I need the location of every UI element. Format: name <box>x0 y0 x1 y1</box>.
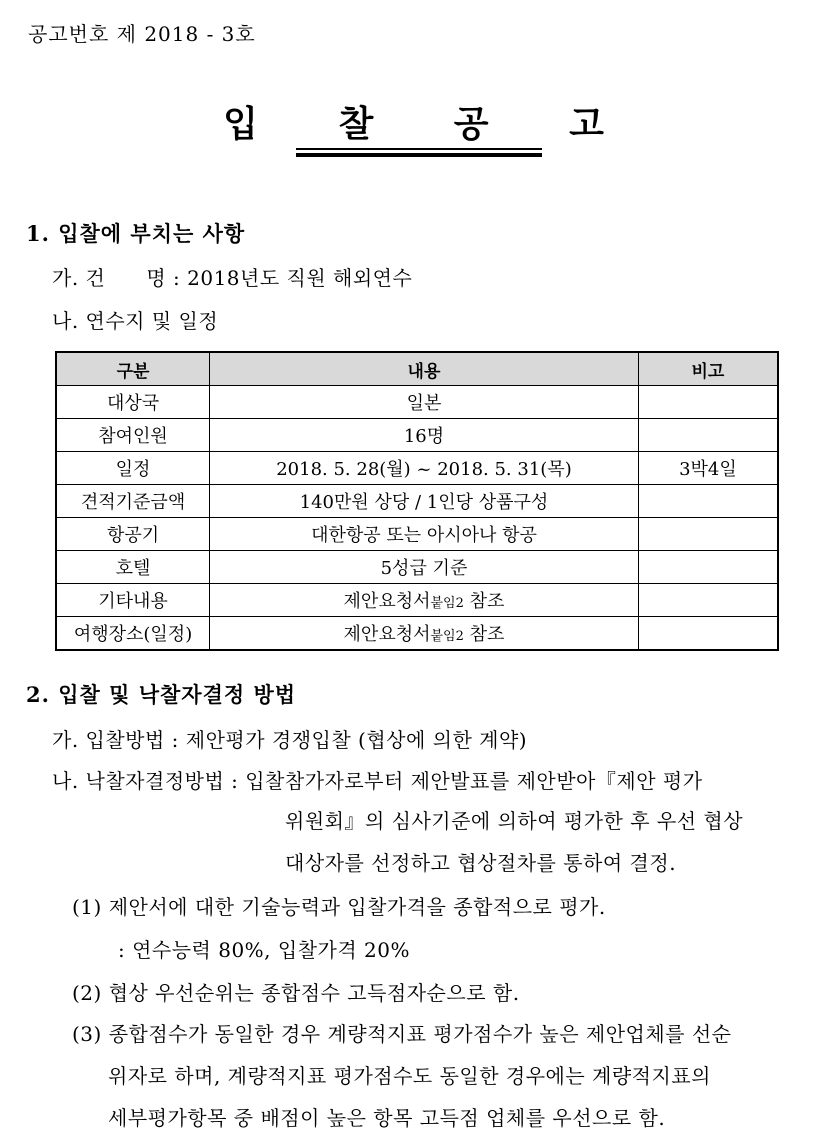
row-note <box>638 386 778 419</box>
row-content: 140만원 상당 / 1인당 상품구성 <box>210 485 639 518</box>
row-label: 호텔 <box>56 551 210 584</box>
row-content: 대한항공 또는 아시아나 항공 <box>210 518 639 551</box>
section2-sub3-line1: (3) 종합점수가 동일한 경우 계량적지표 평가점수가 높은 제안업체를 선순 <box>72 1022 732 1046</box>
row-label: 일정 <box>56 452 210 485</box>
row-label: 대상국 <box>56 386 210 419</box>
document-title: 입 찰 공 고 <box>223 103 638 145</box>
section2-heading: 2. 입찰 및 낙찰자결정 방법 <box>26 682 297 707</box>
attachment-ref: 붙임2 <box>430 596 464 611</box>
section2-item-ga: 가. 입찰방법 : 제안평가 경쟁입찰 (협상에 의한 계약) <box>52 728 528 752</box>
table-row <box>56 419 778 452</box>
row-note <box>638 617 778 651</box>
schedule-table <box>55 351 779 651</box>
section2-item-na-line2: 위원회』의 심사기준에 의하여 평가한 후 우선 협상 <box>285 809 744 833</box>
content-text-suffix: 참조 <box>463 624 505 645</box>
row-content: 일본 <box>210 386 639 419</box>
row-note <box>638 419 778 452</box>
content-text: 제안요청서 <box>343 591 431 612</box>
header-note: 비고 <box>638 352 778 386</box>
section2-sub3-line2: 위자로 하며, 계량적지표 평가점수도 동일한 경우에는 계량적지표의 <box>108 1064 711 1088</box>
table-row <box>56 551 778 584</box>
content-text-suffix: 참조 <box>463 591 505 612</box>
section1-heading: 1. 입찰에 부치는 사항 <box>26 221 246 246</box>
section2-sub1-detail: : 연수능력 80%, 입찰가격 20% <box>118 938 410 962</box>
row-label: 참여인원 <box>56 419 210 452</box>
content-text: 제안요청서 <box>343 624 431 645</box>
row-label: 기타내용 <box>56 584 210 617</box>
table-row <box>56 452 778 485</box>
row-content: 16명 <box>210 419 639 452</box>
table-row <box>56 485 778 518</box>
row-content: 5성급 기준 <box>210 551 639 584</box>
row-content <box>210 617 639 651</box>
section1-item-na: 나. 연수지 및 일정 <box>52 309 219 333</box>
table-row <box>56 386 778 419</box>
table-header-row <box>56 352 778 386</box>
row-note <box>638 551 778 584</box>
attachment-ref: 붙임2 <box>430 629 464 644</box>
section2-sub1: (1) 제안서에 대한 기술능력과 입찰가격을 종합적으로 평가. <box>72 895 606 919</box>
row-note <box>638 584 778 617</box>
section2-sub2: (2) 협상 우선순위는 종합점수 고득점자순으로 함. <box>72 981 520 1005</box>
header-category: 구분 <box>56 352 210 386</box>
title-underline <box>296 148 542 150</box>
header-content: 내용 <box>210 352 639 386</box>
title-underline-thick <box>296 153 542 157</box>
section2-item-na-line1: 나. 낙찰자결정방법 : 입찰참가자로부터 제안발표를 제안받아『제안 평가 <box>52 769 703 793</box>
row-label: 견적기준금액 <box>56 485 210 518</box>
table-row <box>56 584 778 617</box>
section2-item-na-line3: 대상자를 선정하고 협상절차를 통하여 결정. <box>285 851 677 875</box>
row-label: 여행장소(일정) <box>56 617 210 651</box>
table-row <box>56 617 778 651</box>
notice-number: 공고번호 제 2018 - 3호 <box>28 22 256 46</box>
row-content <box>210 584 639 617</box>
row-label: 항공기 <box>56 518 210 551</box>
section1-item-ga: 가. 건 명 : 2018년도 직원 해외연수 <box>52 266 413 290</box>
section2-sub3-line3: 세부평가항목 중 배점이 높은 항목 고득점 업체를 우선으로 함. <box>108 1106 666 1130</box>
row-note <box>638 485 778 518</box>
row-content: 2018. 5. 28(월) ~ 2018. 5. 31(목) <box>210 452 639 485</box>
row-note <box>638 518 778 551</box>
row-note: 3박4일 <box>638 452 778 485</box>
table-row <box>56 518 778 551</box>
